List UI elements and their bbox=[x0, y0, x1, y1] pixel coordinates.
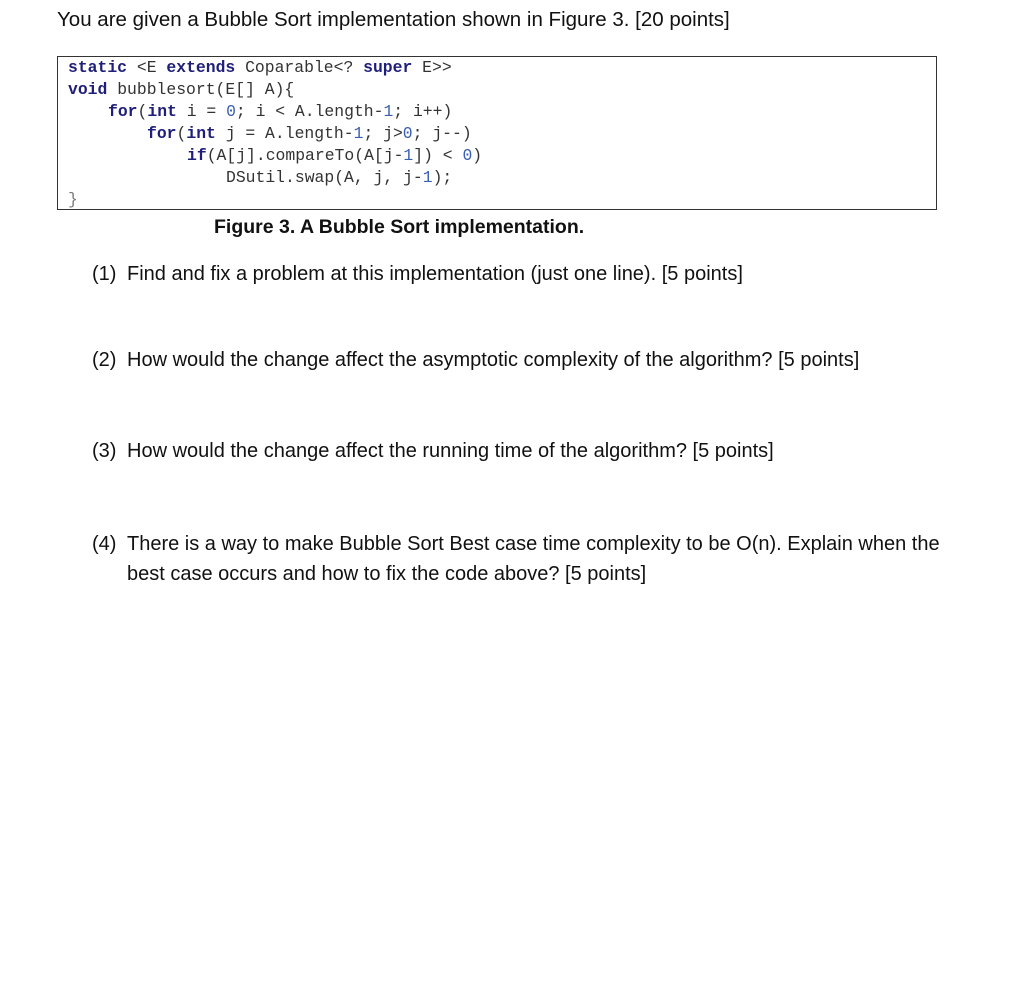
code-number: 1 bbox=[353, 124, 364, 143]
question-item bbox=[92, 345, 952, 375]
code-text: ); bbox=[432, 168, 453, 187]
code-keyword: int bbox=[186, 124, 216, 143]
code-text: bubblesort(E[] A){ bbox=[107, 80, 295, 99]
code-text: ; j--) bbox=[412, 124, 472, 143]
code-keyword: for bbox=[147, 124, 177, 143]
code-number: 1 bbox=[403, 146, 414, 165]
code-number: 1 bbox=[383, 102, 394, 121]
code-text: ; i < A.length- bbox=[235, 102, 384, 121]
code-number: 0 bbox=[402, 124, 413, 143]
code-keyword: void bbox=[68, 80, 108, 99]
code-line-1 bbox=[68, 57, 452, 79]
question-text: How would the change affect the asymptotic complexity of the algorithm? [5 points] bbox=[127, 349, 860, 371]
question-item bbox=[92, 259, 952, 289]
code-line-5 bbox=[187, 145, 482, 167]
code-text: ) bbox=[472, 146, 483, 165]
code-text: ; j> bbox=[363, 124, 403, 143]
code-listing bbox=[57, 56, 937, 210]
code-line-2 bbox=[68, 79, 294, 101]
code-text: <E bbox=[127, 58, 167, 77]
question-heading: You are given a Bubble Sort implementation shown in Figure 3. [20 points] bbox=[57, 8, 730, 31]
figure-caption: Figure 3. A Bubble Sort implementation. bbox=[214, 216, 585, 238]
question-text: Find and fix a problem at this implementation (just one line). [5 points] bbox=[127, 263, 743, 285]
code-text: (A[j].compareTo(A[j- bbox=[206, 146, 404, 165]
question-item bbox=[92, 436, 952, 466]
code-keyword: if bbox=[187, 146, 207, 165]
code-text: j = A.length- bbox=[215, 124, 354, 143]
code-line-4 bbox=[147, 123, 472, 145]
question-number: (3) bbox=[92, 440, 117, 462]
code-line-6 bbox=[226, 167, 452, 189]
code-line-3 bbox=[108, 101, 452, 123]
question-number: (1) bbox=[92, 263, 117, 285]
code-text: ( bbox=[176, 124, 187, 143]
question-number: (2) bbox=[92, 349, 117, 371]
code-number: 0 bbox=[226, 102, 236, 121]
code-text: DSutil.swap(A, j, j- bbox=[226, 168, 423, 187]
code-line-7 bbox=[68, 189, 78, 211]
question-text: There is a way to make Bubble Sort Best case time complexity to be O(n). Explain when the best case occurs and how to fix the code above? [5 points] bbox=[127, 533, 940, 585]
question-number: (4) bbox=[92, 533, 117, 555]
code-number: 0 bbox=[462, 146, 473, 165]
code-keyword: for bbox=[108, 102, 138, 121]
code-text: ( bbox=[137, 102, 148, 121]
code-text: Coparable<? bbox=[235, 58, 364, 77]
code-text: i = bbox=[176, 102, 227, 121]
question-text: How would the change affect the running time of the algorithm? [5 points] bbox=[127, 440, 774, 462]
question-item bbox=[92, 529, 952, 589]
code-closing-brace: } bbox=[68, 190, 78, 209]
code-text: ]) < bbox=[413, 146, 463, 165]
code-keyword: static bbox=[68, 58, 128, 77]
code-keyword: super bbox=[363, 58, 413, 77]
code-keyword: int bbox=[147, 102, 177, 121]
code-text: E>> bbox=[412, 58, 452, 77]
code-text: ; i++) bbox=[393, 102, 453, 121]
code-keyword: extends bbox=[166, 58, 236, 77]
code-number: 1 bbox=[422, 168, 433, 187]
